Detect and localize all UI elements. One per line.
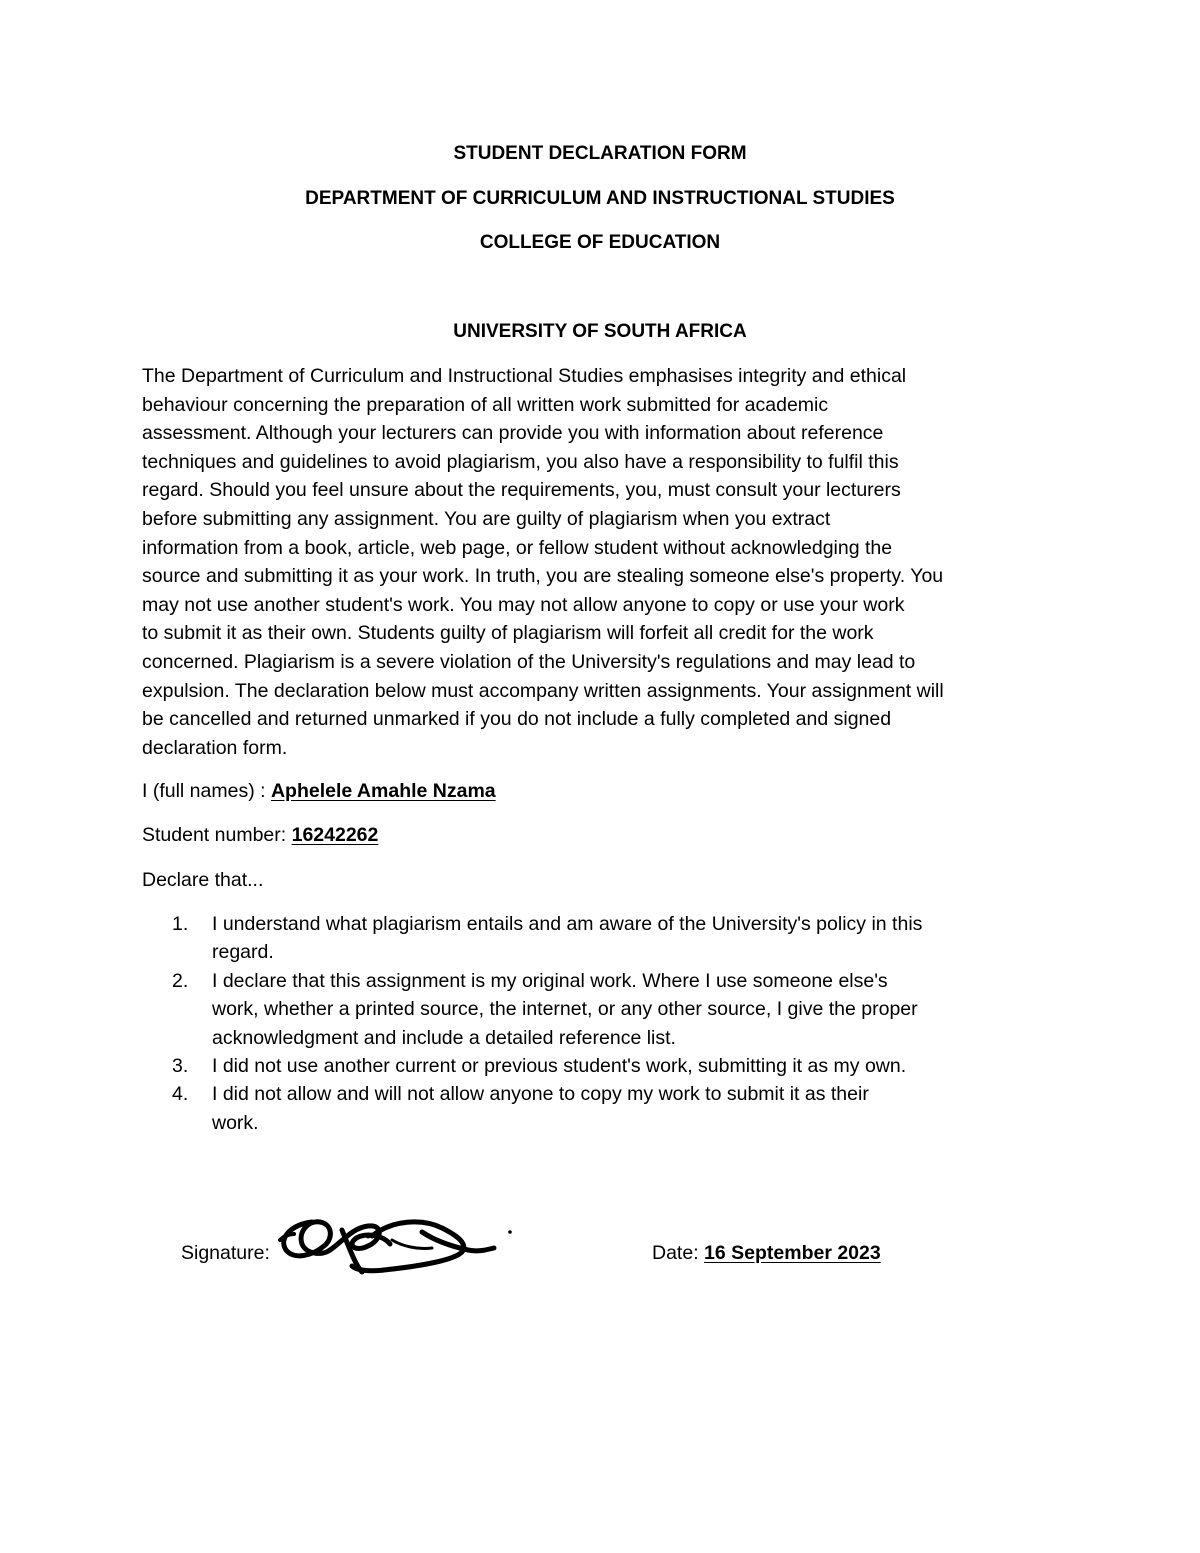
declaration-line: work, whether a printed source, the internet, or any other source, I give the proper bbox=[212, 998, 918, 1021]
intro-line: to submit it as their own. Students guilty of plagiarism will forfeit all credit for the work bbox=[142, 622, 874, 645]
declaration-list bbox=[172, 910, 1062, 1137]
intro-line: expulsion. The declaration below must accompany written assignments. Your assignment will bbox=[142, 679, 944, 702]
student-number-field bbox=[142, 822, 378, 848]
intro-line: concerned. Plagiarism is a severe violation of the University's regulations and may lead to bbox=[142, 650, 916, 673]
signature-scribble bbox=[272, 1210, 532, 1285]
declaration-item bbox=[172, 910, 1062, 967]
declaration-item bbox=[172, 1052, 1062, 1080]
date-value: 16 September 2023 bbox=[704, 1242, 881, 1264]
date-field bbox=[652, 1240, 881, 1266]
intro-line: behaviour concerning the preparation of all written work submitted for academic bbox=[142, 393, 829, 416]
declaration-line: work. bbox=[212, 1111, 259, 1134]
declaration-line: I did not use another current or previous student's work, submitting it as my own. bbox=[212, 1055, 907, 1078]
form-title: STUDENT DECLARATION FORM bbox=[453, 143, 747, 164]
declaration-line: I declare that this assignment is my original work. Where I use someone else's bbox=[212, 969, 888, 992]
declaration-line: acknowledgment and include a detailed reference list. bbox=[212, 1026, 676, 1049]
intro-line: techniques and guidelines to avoid plagiarism, you also have a responsibility to fulfil this bbox=[142, 450, 899, 473]
intro-line: information from a book, article, web page, or fellow student without acknowledging the bbox=[142, 536, 893, 559]
declaration-number: 2. bbox=[172, 969, 189, 992]
university-heading: UNIVERSITY OF SOUTH AFRICA bbox=[453, 321, 747, 342]
declaration-number: 1. bbox=[172, 913, 189, 935]
student-number-value: 16242262 bbox=[291, 824, 379, 846]
intro-line: The Department of Curriculum and Instructional Studies emphasises integrity and ethical bbox=[142, 365, 907, 387]
declaration-number: 3. bbox=[172, 1055, 189, 1078]
intro-line: assessment. Although your lecturers can provide you with information about reference bbox=[142, 422, 884, 445]
date-label: Date: bbox=[652, 1242, 705, 1264]
declaration-line: I did not allow and will not allow anyone to copy my work to submit it as their bbox=[212, 1083, 869, 1106]
declare-intro: Declare that... bbox=[142, 869, 264, 891]
intro-line: regard. Should you feel unsure about the requirements, you, must consult your lecturers bbox=[142, 479, 901, 502]
declaration-item bbox=[172, 1080, 1062, 1137]
intro-line: before submitting any assignment. You are guilty of plagiarism when you extract bbox=[142, 507, 831, 530]
intro-line: declaration form. bbox=[142, 736, 288, 759]
intro-line: may not use another student's work. You may not allow anyone to copy or use your work bbox=[142, 593, 905, 616]
declaration-item bbox=[172, 967, 1062, 1052]
intro-line: be cancelled and returned unmarked if you do not include a fully completed and signed bbox=[142, 708, 892, 731]
full-names-label: I (full names) : bbox=[142, 780, 271, 802]
declaration-number: 4. bbox=[172, 1083, 189, 1106]
declaration-line: regard. bbox=[212, 941, 274, 964]
full-names-value: Aphelele Amahle Nzama bbox=[270, 780, 496, 802]
full-names-field bbox=[142, 778, 496, 804]
signature-label: Signature: bbox=[181, 1242, 270, 1264]
college-heading: COLLEGE OF EDUCATION bbox=[479, 232, 721, 253]
student-number-label: Student number: bbox=[142, 824, 292, 846]
declaration-line: I understand what plagiarism entails and am aware of the University's policy in this bbox=[212, 913, 923, 935]
department-heading: DEPARTMENT OF CURRICULUM AND INSTRUCTIONAL STUDIES bbox=[305, 188, 895, 209]
intro-paragraph bbox=[142, 362, 1057, 762]
intro-line: source and submitting it as your work. In truth, you are stealing someone else's property. You bbox=[142, 565, 944, 588]
